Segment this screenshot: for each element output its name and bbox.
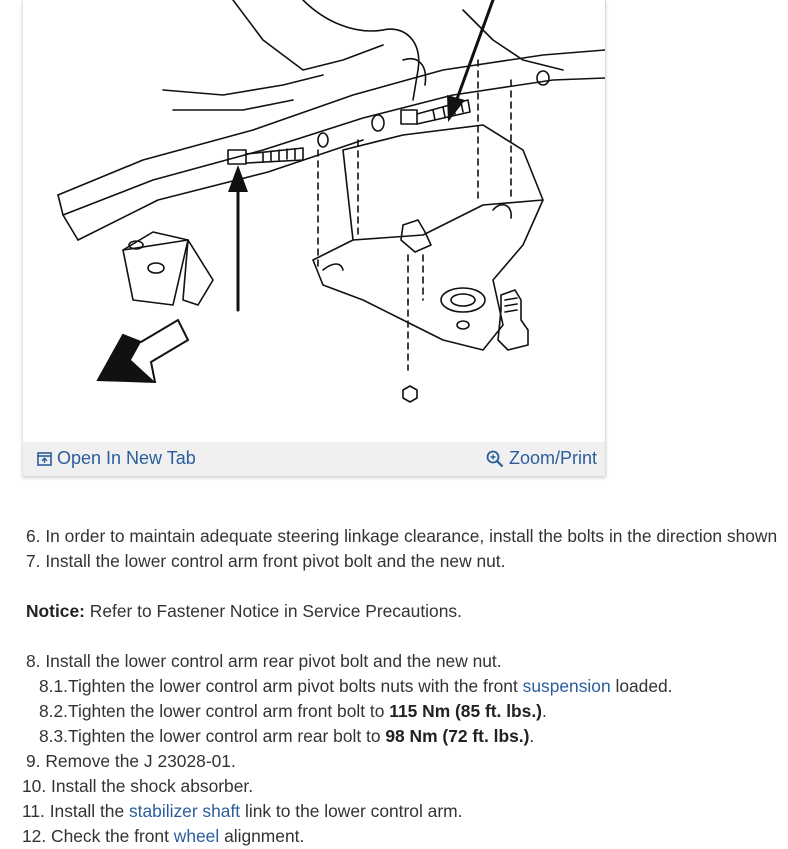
- open-in-new-tab-link[interactable]: [37, 448, 196, 469]
- notice-text: Refer to Fastener Notice in Service Precautions.: [84, 601, 462, 621]
- figure-card: [22, 0, 606, 476]
- suspension-link[interactable]: suspension: [522, 676, 611, 696]
- step-8-2: [39, 699, 547, 724]
- step-7: 7. Install the lower control arm front pivot bolt and the new nut.: [26, 551, 506, 571]
- step-11-text: 11. Install the: [22, 801, 129, 821]
- step-6: 6. In order to maintain adequate steering linkage clearance, install the bolts in the direction shown: [26, 526, 778, 546]
- step-8-1: [39, 674, 673, 699]
- step-9: 9. Remove the J 23028-01.: [26, 751, 236, 771]
- zoom-icon: [486, 450, 504, 468]
- notice-label: Notice:: [26, 601, 85, 621]
- front-torque-value: 115 Nm (85 ft. lbs.): [389, 701, 542, 721]
- step-8-3-tail: .: [529, 726, 535, 746]
- figure-toolbar: [23, 442, 605, 476]
- step-11-tail: link to the lower control arm.: [240, 801, 463, 821]
- step-8-1-text: 8.1.Tighten the lower control arm pivot bolts nuts with the front: [39, 676, 523, 696]
- step-8-1-tail: loaded.: [610, 676, 673, 696]
- stabilizer-shaft-link[interactable]: stabilizer shaft: [128, 801, 241, 821]
- step-12: [22, 824, 304, 849]
- notice: [26, 599, 462, 624]
- step-8-2-text: 8.2.Tighten the lower control arm front bolt to: [39, 701, 390, 721]
- step-8-3-text: 8.3.Tighten the lower control arm rear bolt to: [39, 726, 386, 746]
- step-11: [22, 799, 462, 824]
- suspension-diagram[interactable]: [23, 0, 605, 442]
- step-8-2-tail: .: [541, 701, 547, 721]
- step-12-tail: alignment.: [219, 826, 305, 846]
- step-8: 8. Install the lower control arm rear pivot bolt and the new nut.: [26, 651, 502, 671]
- step-8-3: [39, 724, 534, 749]
- zoom-print-label: Zoom/Print: [508, 448, 597, 468]
- step-10: 10. Install the shock absorber.: [22, 776, 254, 796]
- zoom-print-link[interactable]: [486, 448, 597, 469]
- step-12-text: 12. Check the front: [22, 826, 174, 846]
- open-in-new-tab-label: Open In New Tab: [57, 448, 196, 468]
- wheel-link[interactable]: wheel: [173, 826, 220, 846]
- rear-torque-value: 98 Nm (72 ft. lbs.): [385, 726, 530, 746]
- open-tab-icon: [37, 452, 52, 466]
